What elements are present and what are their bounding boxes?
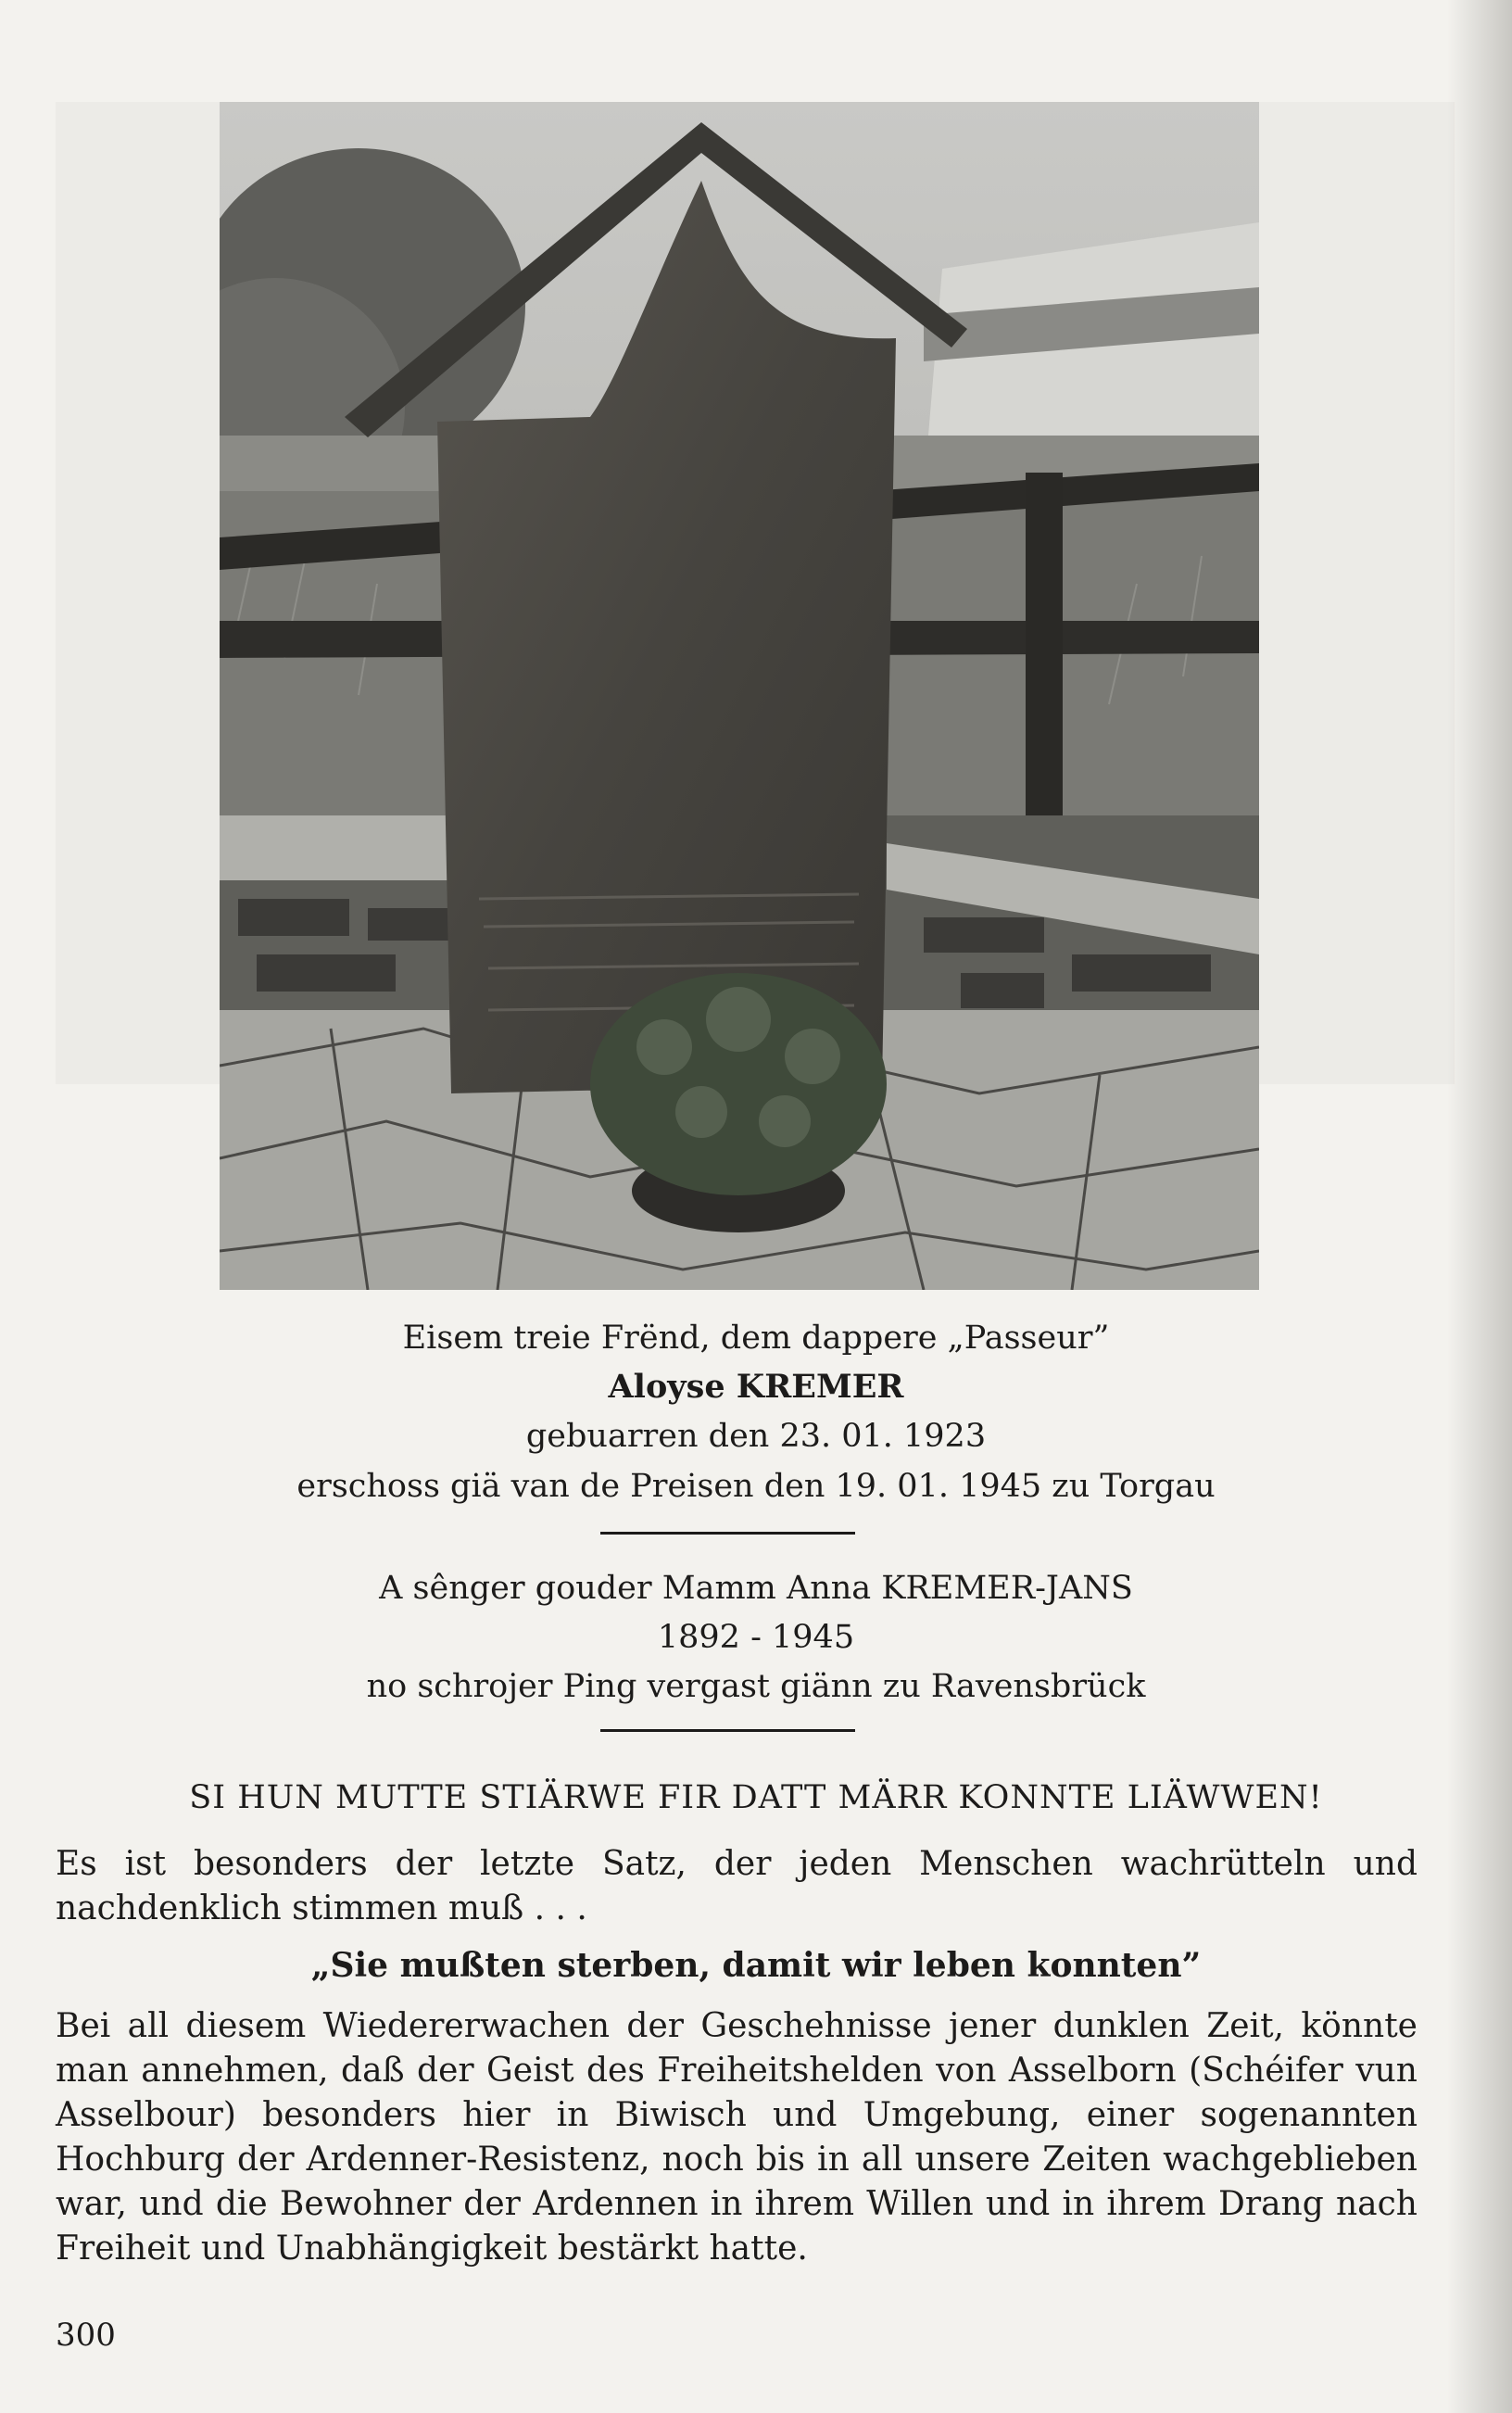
divider-rule [600, 1729, 855, 1732]
caption-name: Aloyse KREMER [608, 1368, 904, 1406]
caption-death-date: erschoss giä van de Preisen den 19. 01. 1945 zu Torgau [296, 1468, 1216, 1505]
page-edge-shadow [1447, 0, 1512, 2413]
caption-mother-years: 1892 - 1945 [657, 1619, 855, 1656]
caption-mother: A sênger gouder Mamm Anna KREMER-JANS [379, 1570, 1133, 1607]
caption-birth-date: gebuarren den 23. 01. 1923 [525, 1418, 987, 1455]
caption-dedication: Eisem treie Frënd, dem dappere „Passeur” [402, 1320, 1110, 1357]
paragraph: Bei all diesem Wiedererwachen der Geschehnisse jener dunklen Zeit, könnte man annehmen, daß der Geist des Freiheitshelden von Asselborn (Schéifer vun Asselbour) besonders hier in Biwisch und Umgebung, einer sogenannten Hochburg der Ardenner-Resistenz, noch bis in all unsere Zeiten wachgeblieben war, und die Bewohner der Ardennen in ihrem Willen und in ihrem Drang nach Freiheit und Unabhängigkeit bestärkt hatte. [56, 2007, 1418, 2268]
quote-heading: „Sie mußten sterben, damit wir leben konnten” [310, 1946, 1202, 1985]
paragraph: Es ist besonders der letzte Satz, der jeden Menschen wachrütteln und nachdenklich stimmen muß . . . [56, 1845, 1418, 1927]
memorial-stone-photo [220, 102, 1259, 1290]
memorial-inscription: SI HUN MUTTE STIÄRWE FIR DATT MÄRR KONNTE LIÄWWEN! [189, 1779, 1323, 1816]
divider-rule [600, 1532, 855, 1535]
caption-mother-death: no schrojer Ping vergast giänn zu Ravensbrück [366, 1668, 1146, 1705]
page-number: 300 [56, 2317, 116, 2354]
